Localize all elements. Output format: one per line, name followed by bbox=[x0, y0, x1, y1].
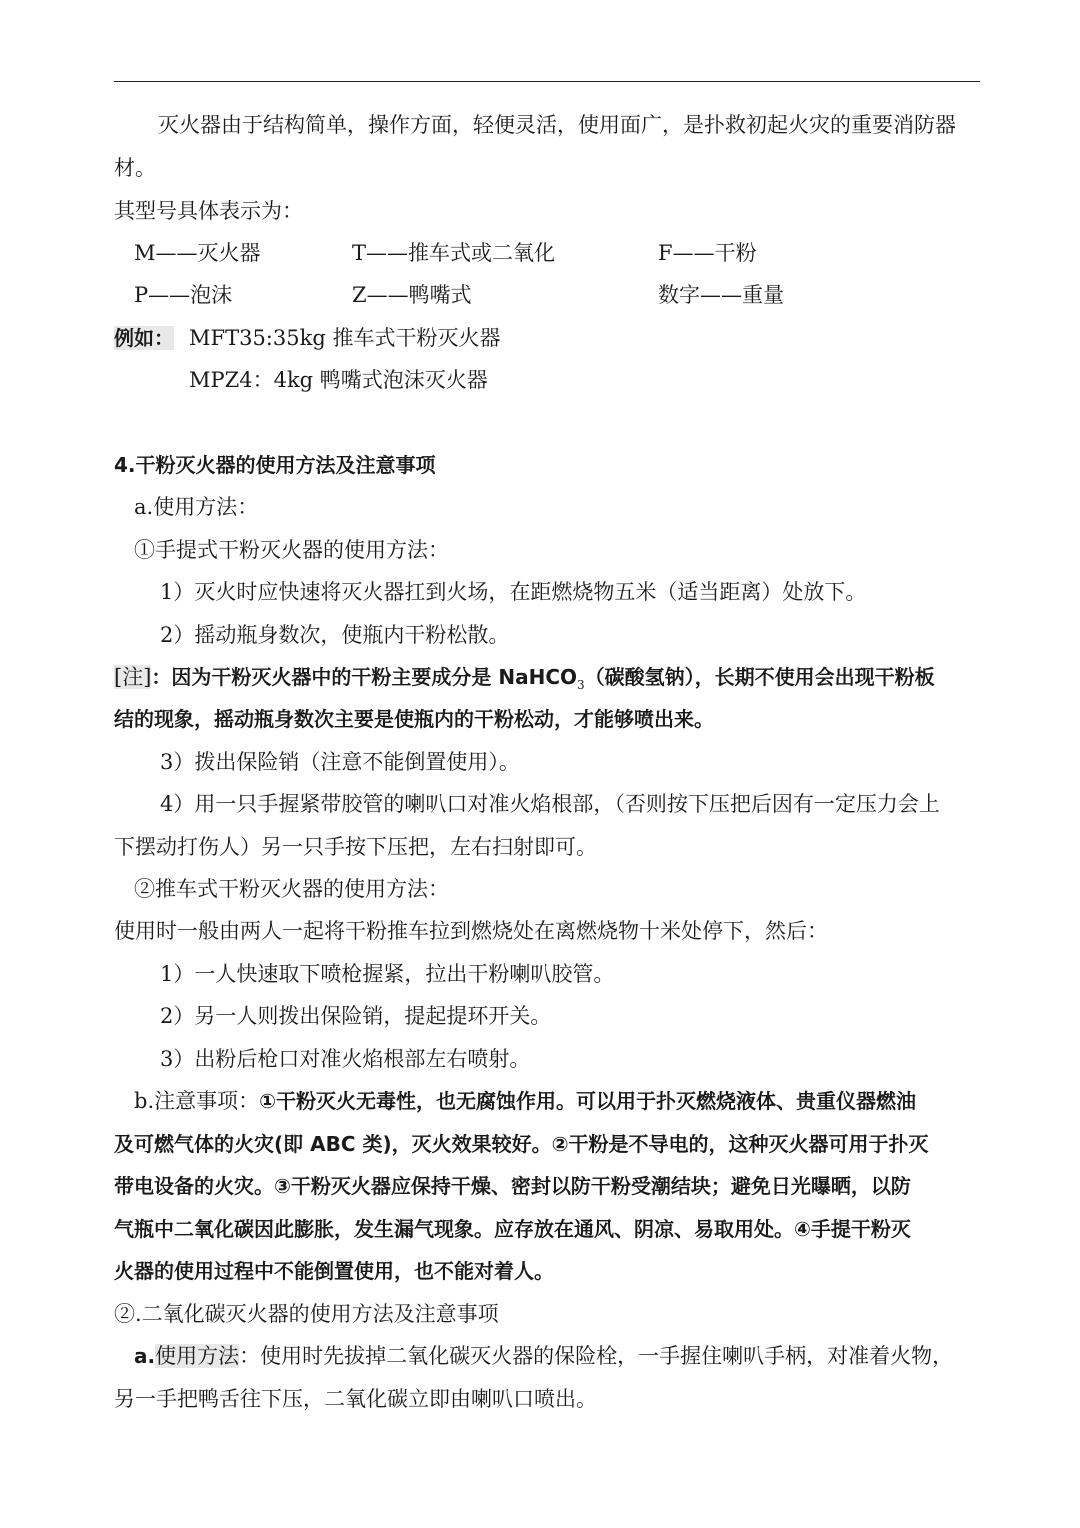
portable-step-3: 3）拨出保险销（注意不能倒置使用）。 bbox=[160, 750, 520, 774]
portable-step-2: 2）摇动瓶身数次，使瓶内干粉松散。 bbox=[160, 623, 510, 647]
co2-heading: ②.二氧化碳灭火器的使用方法及注意事项 bbox=[114, 1302, 499, 1326]
precautions-line-2: 及可燃气体的火灾(即 ABC 类)，灭火效果较好。②干粉是不导电的，这种灭火器可用于扑灭 bbox=[114, 1132, 929, 1156]
model-code-z: Z——鸭嘴式 bbox=[352, 283, 472, 307]
model-code-m: M——灭火器 bbox=[134, 241, 261, 265]
note-text-before: ：因为干粉灭火器中的干粉主要成分是 NaHCO bbox=[151, 665, 578, 689]
model-code-number: 数字——重量 bbox=[658, 283, 784, 307]
intro-line-2: 材。 bbox=[114, 156, 156, 180]
co2-usage-label: 使用方法 bbox=[155, 1344, 240, 1368]
portable-step-1: 1）灭火时应快速将灭火器扛到火场，在距燃烧物五米（适当距离）处放下。 bbox=[160, 580, 867, 604]
portable-heading: ①手提式干粉灭火器的使用方法： bbox=[134, 538, 449, 562]
usage-heading: a.使用方法： bbox=[134, 495, 259, 519]
cart-step-1: 1）一人快速取下喷枪握紧，拉出干粉喇叭胶管。 bbox=[160, 962, 615, 986]
precautions-label: b.注意事项： bbox=[134, 1089, 260, 1113]
model-title: 其型号具体表示为： bbox=[114, 199, 303, 223]
note-text-after: （碳酸氢钠），长期不使用会出现干粉板 bbox=[584, 665, 935, 689]
note-label: [注] bbox=[114, 665, 152, 689]
note-subscript: 3 bbox=[577, 678, 585, 692]
header-rule bbox=[114, 81, 980, 82]
section-4-title: 4.干粉灭火器的使用方法及注意事项 bbox=[114, 453, 436, 477]
precautions-text-1: ①干粉灭火无毒性，也无腐蚀作用。可以用于扑灭燃烧液体、贵重仪器燃油 bbox=[259, 1089, 917, 1113]
portable-step-4-line-2: 下摆动打伤人）另一只手按下压把，左右扫射即可。 bbox=[114, 835, 597, 859]
example-item-1: MFT35:35kg 推车式干粉灭火器 bbox=[189, 326, 501, 350]
precautions-line-1 bbox=[134, 1088, 916, 1114]
model-code-p: P——泡沫 bbox=[134, 283, 233, 307]
note-line-1 bbox=[114, 664, 935, 693]
co2-usage-line-2: 另一手把鸭舌往下压，二氧化碳立即由喇叭口喷出。 bbox=[114, 1387, 597, 1411]
cart-intro: 使用时一般由两人一起将干粉推车拉到燃烧处在离燃烧物十米处停下，然后： bbox=[114, 919, 828, 943]
precautions-line-5: 火器的使用过程中不能倒置使用，也不能对着人。 bbox=[114, 1259, 554, 1283]
cart-heading: ②推车式干粉灭火器的使用方法： bbox=[134, 877, 449, 901]
co2-usage-prefix: a. bbox=[134, 1344, 156, 1368]
example-label bbox=[114, 325, 174, 351]
model-code-t: T——推车式或二氧化 bbox=[352, 241, 556, 265]
precautions-line-3: 带电设备的火灾。③干粉灭火器应保持干燥、密封以防干粉受潮结块；避免日光曝晒，以防 bbox=[114, 1174, 911, 1198]
co2-usage-line-1 bbox=[134, 1343, 953, 1369]
cart-step-3: 3）出粉后枪口对准火焰根部左右喷射。 bbox=[160, 1047, 531, 1071]
example-item-2: MPZ4：4kg 鸭嘴式泡沫灭火器 bbox=[189, 368, 488, 392]
cart-step-2: 2）另一人则拨出保险销，提起提环开关。 bbox=[160, 1004, 552, 1028]
intro-line-1: 灭火器由于结构简单，操作方面，轻便灵活，使用面广，是扑救初起火灾的重要消防器 bbox=[158, 113, 956, 137]
model-code-f: F——干粉 bbox=[658, 241, 757, 265]
precautions-line-4: 气瓶中二氧化碳因此膨胀，发生漏气现象。应存放在通风、阴凉、易取用处。④手提干粉灭 bbox=[114, 1217, 911, 1241]
note-line-2: 结的现象，摇动瓶身数次主要是使瓶内的干粉松动，才能够喷出来。 bbox=[114, 707, 714, 731]
portable-step-4-line-1: 4）用一只手握紧带胶管的喇叭口对准火焰根部，（否则按下压把后因有一定压力会上 bbox=[160, 792, 940, 816]
example-label-text: 例如： bbox=[114, 326, 174, 350]
co2-usage-text-1: ：使用时先拔掉二氧化碳灭火器的保险栓，一手握住喇叭手柄，对准着火物， bbox=[239, 1344, 954, 1368]
